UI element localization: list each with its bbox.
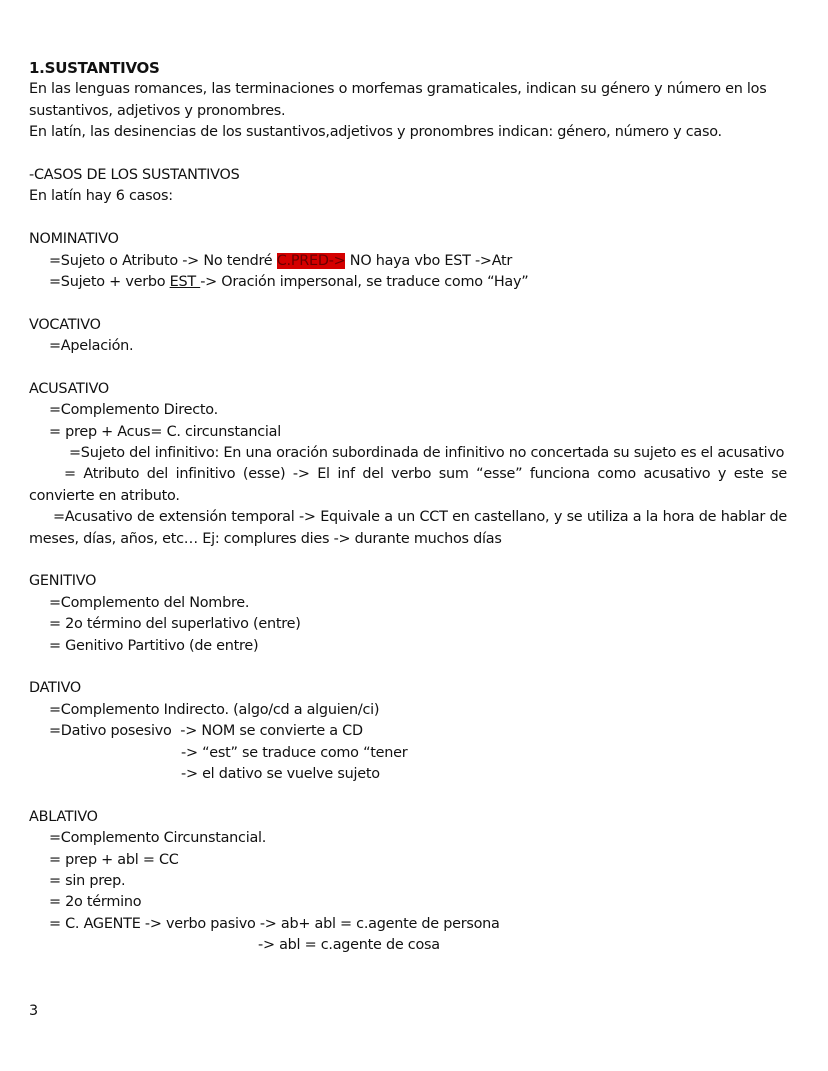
highlighted-text: C.PRED-> [276, 252, 346, 269]
dativo-line-3: -> “est” se traduce como “tener [181, 744, 408, 761]
acusativo-line-4: = Atributo del infinitivo (esse) -> El inf del verbo sum “esse” funciona como acusativo y este se convierte en atributo. [29, 466, 787, 504]
genitivo-line-1: =Complemento del Nombre. [49, 594, 250, 611]
vocativo-line-1: =Apelación. [49, 338, 134, 355]
ablativo-heading: ABLATIVO [29, 808, 98, 825]
page-number: 3 [29, 1003, 39, 1019]
genitivo-line-3: = Genitivo Partitivo (de entre) [49, 637, 259, 654]
ablativo-line-1: =Complemento Circunstancial. [49, 830, 267, 847]
nominativo-line-2-text-b: -> Oración impersonal, se traduce como “Hay” [200, 273, 529, 290]
casos-heading: -CASOS DE LOS SUSTANTIVOS [29, 166, 240, 183]
intro-paragraph-2: En latín, las desinencias de los sustantivos,adjetivos y pronombres indican: género, número y caso. [29, 124, 722, 141]
acusativo-heading: ACUSATIVO [29, 380, 110, 397]
acusativo-line-2: = prep + Acus= C. circunstancial [49, 423, 281, 440]
acusativo-line-1: =Complemento Directo. [49, 402, 218, 419]
genitivo-line-2: = 2o término del superlativo (entre) [49, 616, 301, 633]
vocativo-heading: VOCATIVO [29, 316, 101, 333]
intro-paragraph-1: En las lenguas romances, las terminaciones o morfemas gramaticales, indican su género y número en los sustantivos, adjetivos y pronombres. [29, 81, 767, 119]
nominativo-line-1 [29, 251, 787, 272]
casos-count: En latín hay 6 casos: [29, 188, 173, 205]
dativo-line-1: =Complemento Indirecto. (algo/cd a alguien/ci) [49, 701, 380, 718]
acusativo-line-5: =Acusativo de extensión temporal -> Equivale a un CCT en castellano, y se utiliza a la hora de hablar de meses, días, años, etc… Ej: complures dies -> durante muchos días [29, 509, 787, 547]
nominativo-heading: NOMINATIVO [29, 231, 119, 248]
nominativo-line-2 [29, 272, 787, 293]
section-title: 1.SUSTANTIVOS [29, 59, 160, 77]
nominativo-line-1-text-a: =Sujeto o Atributo -> No tendré [49, 252, 277, 269]
dativo-line-4: -> el dativo se vuelve sujeto [181, 766, 380, 782]
ablativo-line-3: = sin prep. [49, 872, 126, 889]
genitivo-heading: GENITIVO [29, 573, 97, 590]
nominativo-line-1-text-b: NO haya vbo EST ->Atr [345, 252, 513, 269]
ablativo-line-4: = 2o término [49, 894, 142, 911]
ablativo-line-6: -> abl = c.agente de cosa [258, 937, 440, 954]
nominativo-line-2-text-a: =Sujeto + verbo [49, 273, 170, 290]
acusativo-line-3: =Sujeto del infinitivo: En una oración subordinada de infinitivo no concertada su sujeto es el acusativo [69, 445, 785, 462]
document-page [29, 58, 787, 957]
underlined-text: EST [169, 273, 201, 290]
ablativo-line-5: = C. AGENTE -> verbo pasivo -> ab+ abl = c.agente de persona [49, 915, 500, 932]
ablativo-line-2: = prep + abl = CC [49, 851, 179, 868]
dativo-line-2: =Dativo posesivo -> NOM se convierte a CD [49, 723, 363, 740]
dativo-heading: DATIVO [29, 680, 82, 697]
